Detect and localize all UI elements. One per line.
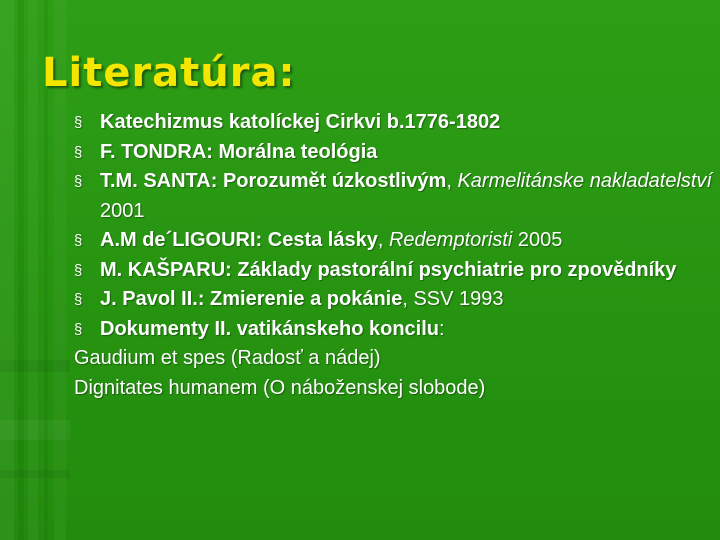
plain-line: Gaudium et spes (Radosť a nádej)	[74, 347, 381, 369]
item-bold-text: Katechizmus katolíckej Cirkvi b.1776-1802	[100, 111, 501, 133]
decor-stripe	[0, 360, 70, 372]
item-bold-text: J. Pavol II.: Zmierenie a pokánie	[100, 288, 403, 310]
item-text: ,	[446, 170, 458, 192]
item-text: , SSV 1993	[402, 288, 504, 310]
decor-stripe	[0, 470, 70, 478]
item-tail-text: 2001	[100, 199, 145, 222]
list-item	[74, 167, 714, 226]
bullet-icon: §	[74, 232, 83, 249]
item-italic-text: Karmelitánske nakladatelství	[457, 170, 713, 192]
list-item	[74, 315, 714, 345]
bullet-icon: §	[74, 173, 83, 190]
list-item	[74, 226, 714, 256]
list-item	[74, 285, 714, 315]
decor-stripe	[28, 0, 38, 540]
list-item	[74, 256, 714, 286]
slide-title: Literatúra:	[42, 50, 296, 96]
item-tail-text: 2005	[512, 229, 563, 251]
list-item	[74, 138, 714, 168]
list-item	[74, 108, 714, 138]
decor-stripe	[0, 420, 70, 440]
bullet-icon: §	[74, 143, 83, 161]
item-bold-text: F. TONDRA: Morálna teológia	[100, 140, 378, 163]
literature-list	[74, 108, 714, 344]
bullet-icon: §	[74, 291, 83, 308]
item-text: ,	[377, 229, 389, 251]
bullet-icon: §	[74, 320, 83, 338]
plain-line: Dignitates humanem (O náboženskej slobode)	[74, 376, 486, 399]
item-italic-text: Redemptoristi	[388, 229, 513, 251]
bullet-icon: §	[74, 114, 83, 131]
item-bold-text: Dokumenty II. vatikánskeho koncilu	[100, 317, 439, 340]
slide-content	[74, 108, 714, 403]
item-text: :	[438, 317, 445, 340]
bullet-icon: §	[74, 261, 83, 279]
item-bold-text: T.M. SANTA: Porozumět úzkostlivým	[100, 170, 447, 192]
item-bold-text: M. KAŠPARU: Základy pastorální psychiatrie pro zpovědníky	[100, 258, 677, 281]
item-bold-text: A.M de´LIGOURI: Cesta lásky	[100, 229, 378, 251]
decor-stripe	[18, 0, 24, 540]
decor-stripe	[0, 0, 14, 540]
